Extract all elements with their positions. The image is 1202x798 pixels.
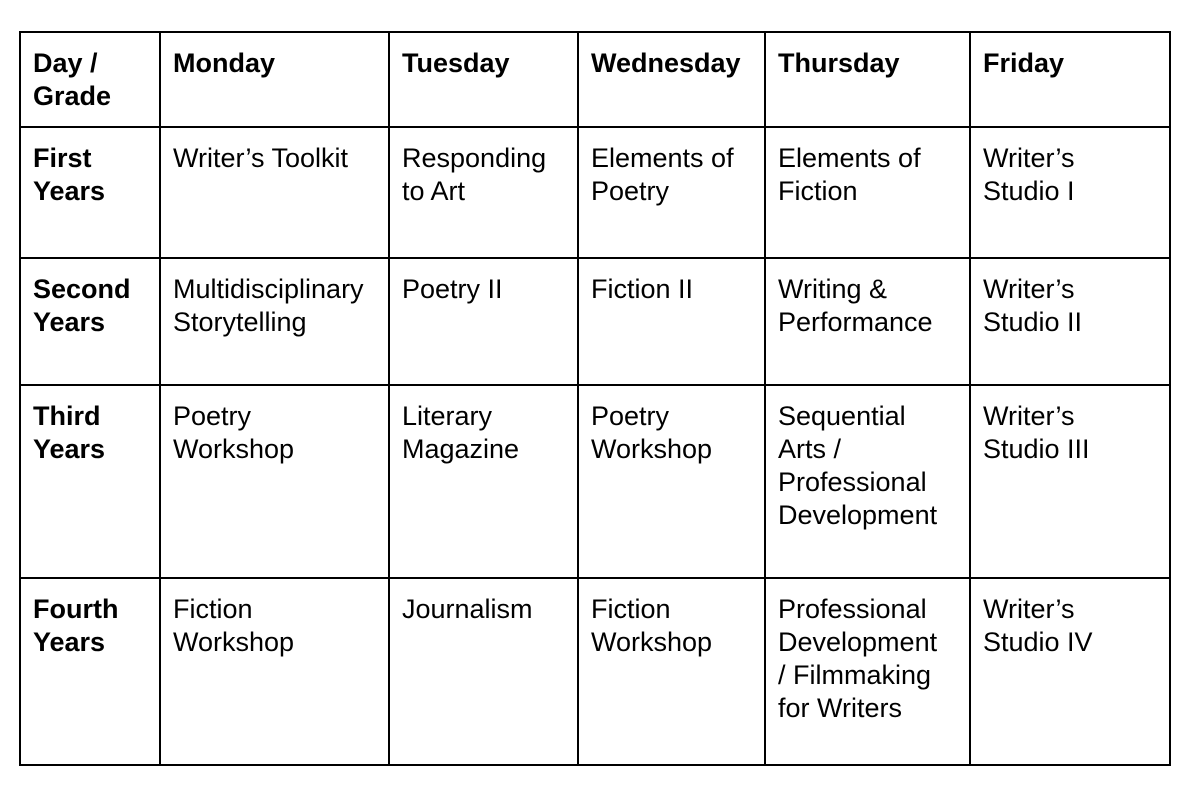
table-row	[20, 578, 1170, 765]
class-cell-line: Workshop	[173, 434, 295, 464]
grade-header-cell	[20, 258, 160, 385]
class-cell-line: Poetry II	[402, 274, 503, 304]
grade-header-cell	[20, 385, 160, 578]
schedule-table	[19, 31, 1171, 766]
class-cell-tuesday	[389, 578, 578, 765]
header-row	[20, 32, 1170, 127]
day-header-thursday	[765, 32, 970, 127]
corner-header-line: Day /	[33, 48, 98, 78]
class-cell-line: Literary	[402, 401, 493, 431]
grade-header-line: First	[33, 143, 92, 173]
class-cell-line: Responding	[402, 143, 547, 173]
grade-header-line: Years	[33, 434, 106, 464]
class-cell-wednesday	[578, 258, 765, 385]
class-cell-line: Sequential	[778, 401, 906, 431]
table-row	[20, 258, 1170, 385]
grade-header-line: Second	[33, 274, 131, 304]
class-cell-monday	[160, 385, 389, 578]
class-cell-monday	[160, 127, 389, 258]
day-header-label: Thursday	[778, 48, 900, 78]
class-cell-monday	[160, 578, 389, 765]
day-header-wednesday	[578, 32, 765, 127]
grade-header-line: Years	[33, 307, 106, 337]
day-header-tuesday	[389, 32, 578, 127]
class-cell-line: Writer’s	[983, 274, 1075, 304]
day-header-label: Monday	[173, 48, 276, 78]
class-cell-line: Poetry	[173, 401, 252, 431]
class-cell-line: Workshop	[591, 434, 713, 464]
day-header-friday	[970, 32, 1170, 127]
class-cell-line: Studio II	[983, 307, 1083, 337]
class-cell-monday	[160, 258, 389, 385]
class-cell-line: Performance	[778, 307, 933, 337]
class-cell-thursday	[765, 127, 970, 258]
class-cell-friday	[970, 258, 1170, 385]
class-cell-thursday	[765, 258, 970, 385]
class-cell-wednesday	[578, 578, 765, 765]
class-cell-line: Writer’s	[983, 401, 1075, 431]
grade-header-cell	[20, 578, 160, 765]
schedule-body	[20, 32, 1170, 765]
class-cell-tuesday	[389, 127, 578, 258]
class-cell-line: Fiction	[591, 594, 671, 624]
class-cell-tuesday	[389, 258, 578, 385]
class-cell-line: Journalism	[402, 594, 533, 624]
grade-header-line: Third	[33, 401, 101, 431]
class-cell-line: Fiction	[778, 176, 858, 206]
class-cell-line: Workshop	[173, 627, 295, 657]
class-cell-line: Professional	[778, 467, 927, 497]
class-cell-line: Fiction II	[591, 274, 694, 304]
class-cell-friday	[970, 385, 1170, 578]
class-cell-line: Elements of	[591, 143, 734, 173]
corner-header-line: Grade	[33, 81, 112, 111]
class-cell-line: Fiction	[173, 594, 253, 624]
class-cell-wednesday	[578, 385, 765, 578]
class-cell-line: Studio I	[983, 176, 1075, 206]
class-cell-line: Writing &	[778, 274, 888, 304]
day-header-label: Wednesday	[591, 48, 741, 78]
class-cell-line: Poetry	[591, 176, 670, 206]
table-row	[20, 127, 1170, 258]
grade-header-cell	[20, 127, 160, 258]
grade-header-line: Years	[33, 176, 106, 206]
class-cell-line: to Art	[402, 176, 466, 206]
day-header-label: Tuesday	[402, 48, 510, 78]
day-header-monday	[160, 32, 389, 127]
class-cell-line: Poetry	[591, 401, 670, 431]
class-cell-line: Development	[778, 627, 938, 657]
class-cell-thursday	[765, 578, 970, 765]
class-cell-tuesday	[389, 385, 578, 578]
class-cell-friday	[970, 127, 1170, 258]
class-cell-line: Storytelling	[173, 307, 307, 337]
class-cell-line: Writer’s Toolkit	[173, 143, 349, 173]
class-cell-line: Studio IV	[983, 627, 1093, 657]
class-cell-line: Studio III	[983, 434, 1090, 464]
grade-header-line: Fourth	[33, 594, 119, 624]
table-row	[20, 385, 1170, 578]
class-cell-line: Arts /	[778, 434, 842, 464]
class-cell-line: Development	[778, 500, 938, 530]
class-cell-line: Writer’s	[983, 594, 1075, 624]
class-cell-line: / Filmmaking	[778, 660, 932, 690]
class-cell-line: Workshop	[591, 627, 713, 657]
grade-header-line: Years	[33, 627, 106, 657]
class-cell-thursday	[765, 385, 970, 578]
class-cell-line: Professional	[778, 594, 927, 624]
class-cell-line: Elements of	[778, 143, 921, 173]
class-cell-line: Multidisciplinary	[173, 274, 364, 304]
class-cell-line: Writer’s	[983, 143, 1075, 173]
corner-header-cell	[20, 32, 160, 127]
class-cell-line: Magazine	[402, 434, 520, 464]
class-cell-line: for Writers	[778, 693, 903, 723]
class-cell-friday	[970, 578, 1170, 765]
day-header-label: Friday	[983, 48, 1065, 78]
class-cell-wednesday	[578, 127, 765, 258]
